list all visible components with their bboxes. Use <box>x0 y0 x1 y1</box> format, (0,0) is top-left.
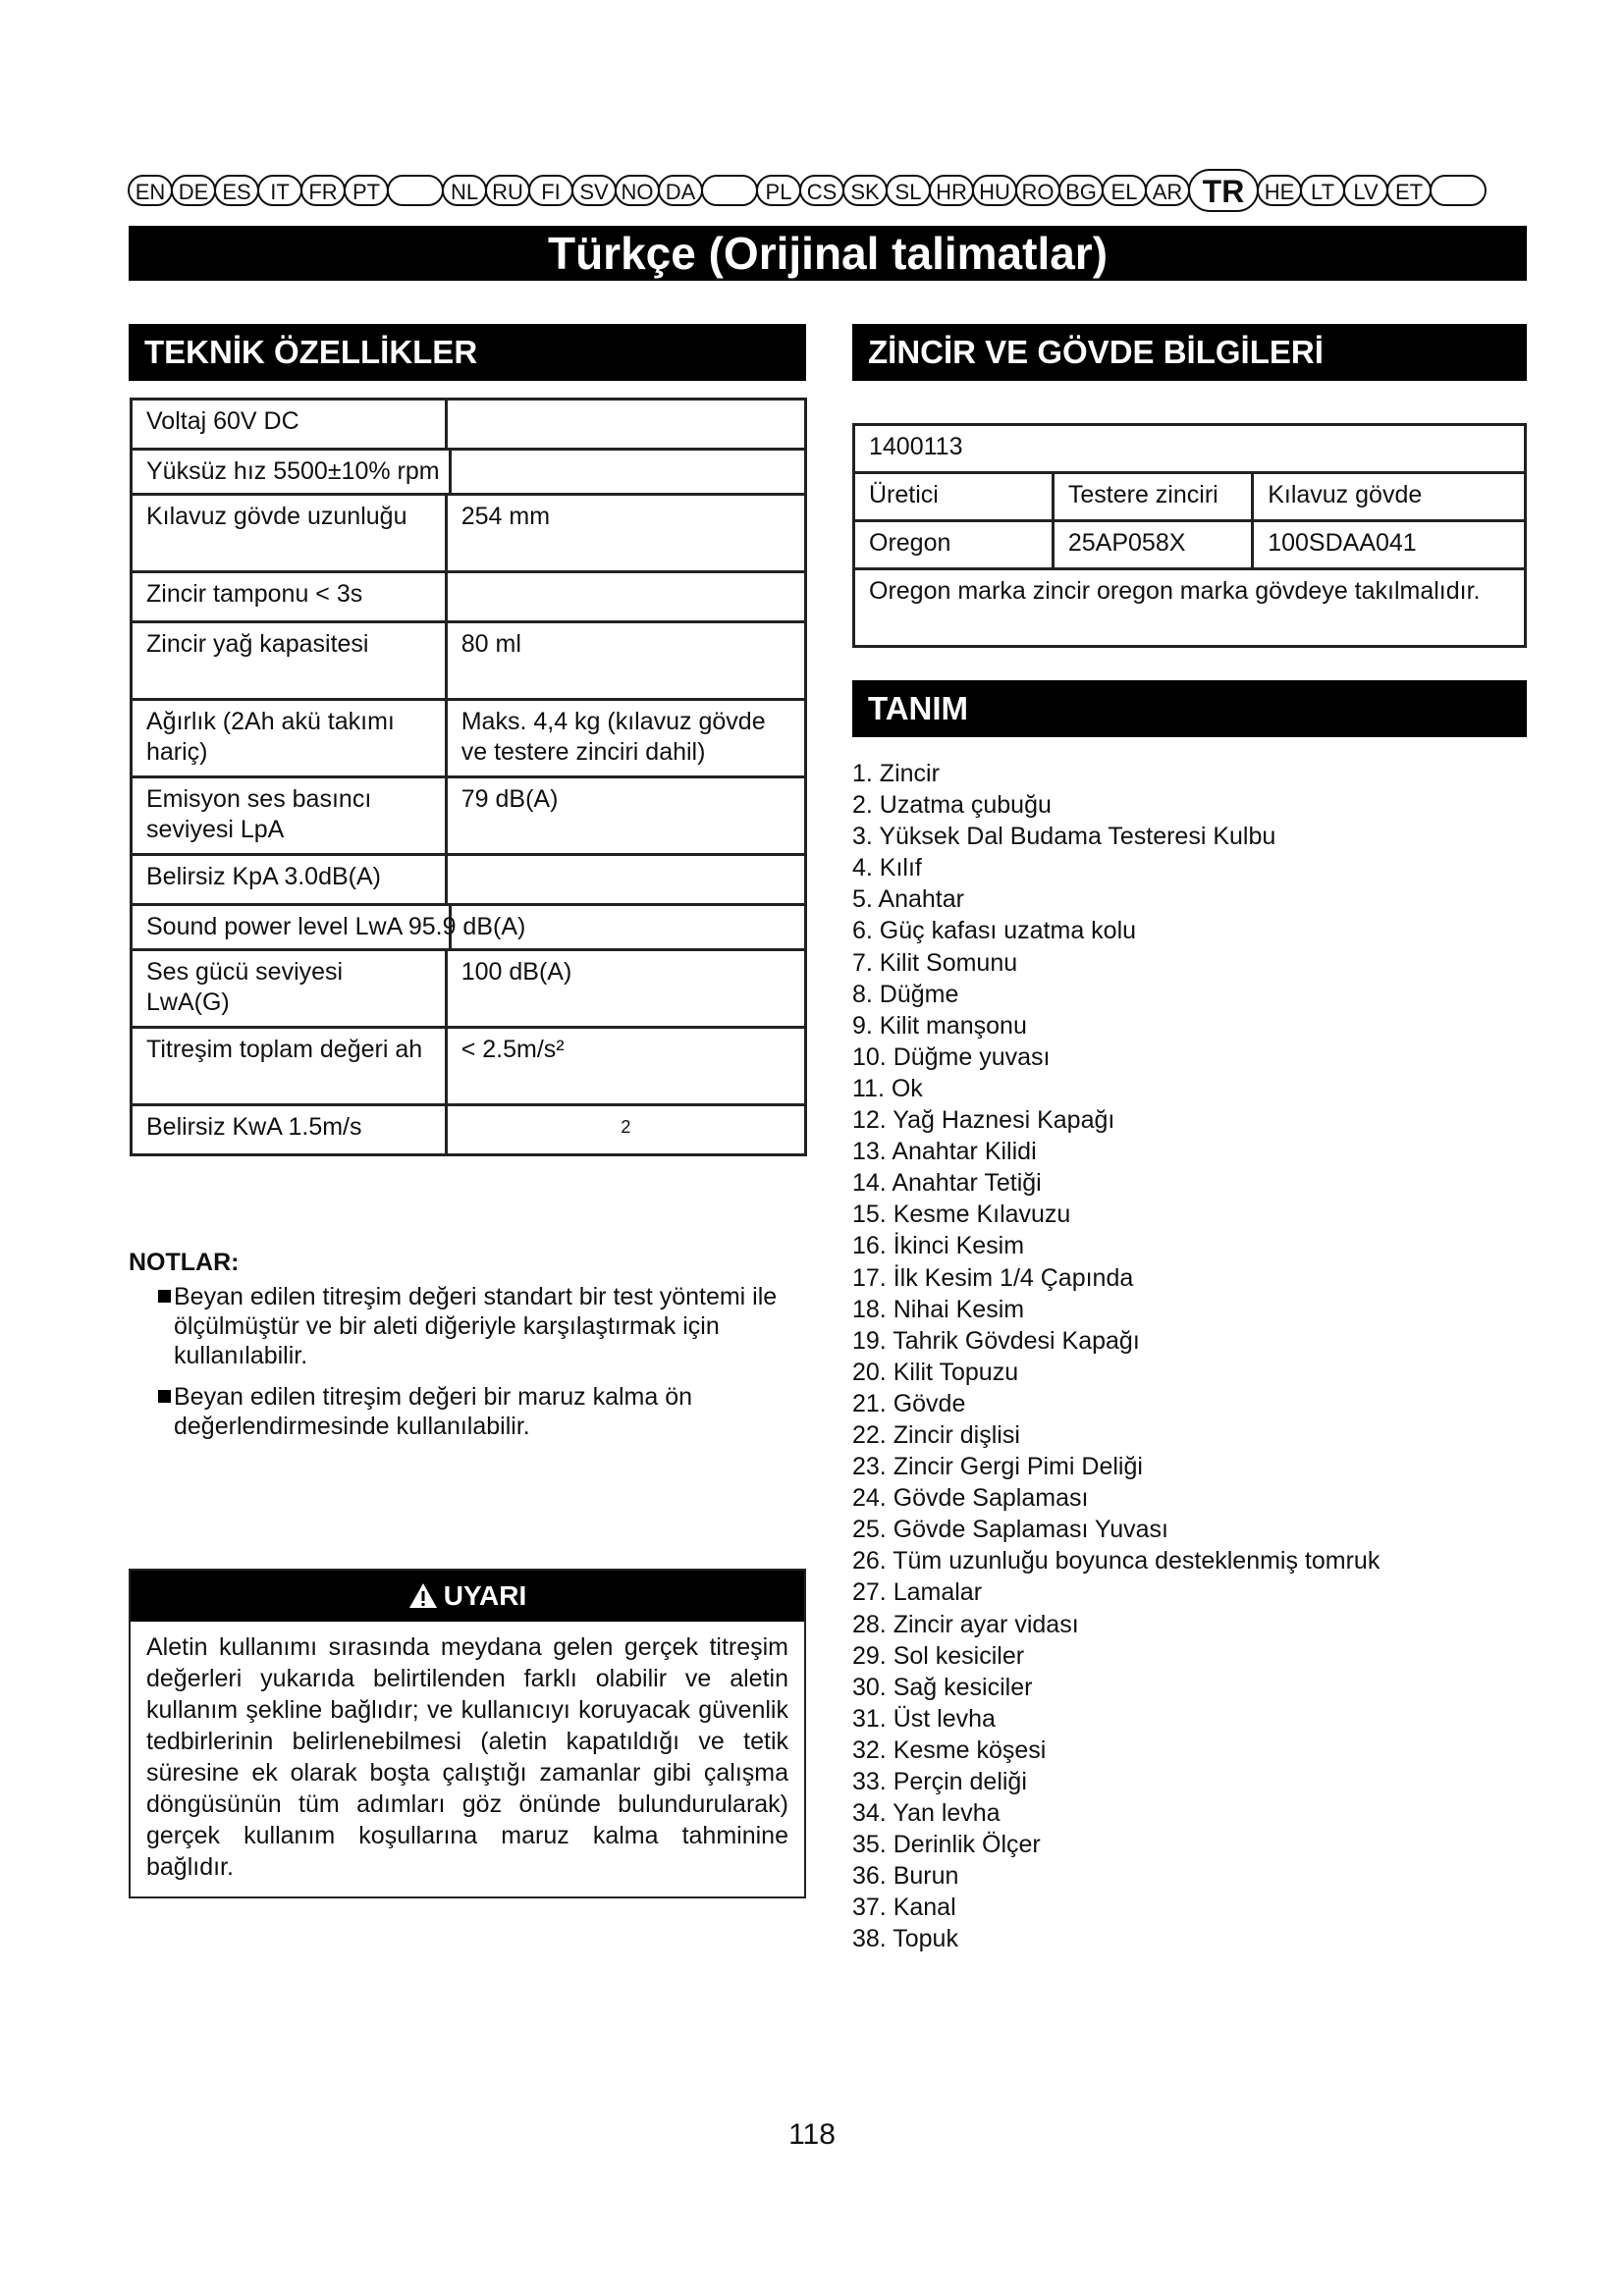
list-item: 2. Uzatma çubuğu <box>852 791 1052 820</box>
language-tab-he: HE <box>1257 175 1302 206</box>
language-tab-ro: RO <box>1015 175 1060 206</box>
note-text: Beyan edilen titreşim değeri bir maruz kalma ön değerlendirmesinde kullanılabilir. <box>174 1383 693 1440</box>
list-item: 5. Anahtar <box>852 885 964 914</box>
table-row <box>854 473 1526 521</box>
list-item: 18. Nihai Kesim <box>852 1295 1025 1323</box>
spec-label: Sound power level LwA 95.9 dB(A) <box>146 913 526 940</box>
language-tab-pt: PT <box>344 175 389 206</box>
spec-value <box>446 855 805 905</box>
list-item: 17. İlk Kesim 1/4 Çapında <box>852 1263 1134 1292</box>
language-tab-nl: NL <box>442 175 487 206</box>
list-item: 4. Kılıf <box>852 854 922 882</box>
table-row <box>132 855 806 905</box>
warning-box <box>129 1569 806 1898</box>
table-row <box>132 572 806 622</box>
language-tab-it: IT <box>257 175 302 206</box>
language-tab-en: EN <box>128 175 173 206</box>
list-item: 16. İkinci Kesim <box>852 1232 1025 1260</box>
chain-table <box>852 423 1527 648</box>
list-item: 20. Kilit Topuzu <box>852 1358 1019 1386</box>
chain-header-guide-bar: Kılavuz gövde <box>1253 473 1526 521</box>
list-item: 28. Zincir ayar vidası <box>852 1610 1079 1638</box>
bullet-square-icon <box>158 1290 171 1303</box>
chain-model: 1400113 <box>854 425 1526 473</box>
spec-label: Yüksüz hız 5500±10% rpm <box>146 457 440 485</box>
table-row <box>132 950 806 1028</box>
spec-value: 80 ml <box>446 622 805 700</box>
table-row <box>132 450 806 495</box>
spec-label: Zincir tamponu < 3s <box>132 572 447 622</box>
spec-value: 2 <box>446 1105 805 1155</box>
table-row <box>132 1105 806 1155</box>
page-number: 118 <box>788 2118 836 2151</box>
list-item: 35. Derinlik Ölçer <box>852 1831 1041 1859</box>
spec-label: Titreşim toplam değeri ah <box>132 1028 447 1105</box>
list-item: 14. Anahtar Tetiği <box>852 1169 1042 1198</box>
list-item: 1. Zincir <box>852 760 940 787</box>
language-tab-el: EL <box>1102 175 1147 206</box>
table-row <box>854 425 1526 473</box>
language-tab-cs: CS <box>799 175 844 206</box>
table-row <box>132 495 806 572</box>
language-tab-fr: FR <box>300 175 346 206</box>
chain-header-saw-chain: Testere zinciri <box>1053 473 1252 521</box>
list-item: 31. Üst levha <box>852 1704 996 1733</box>
table-row <box>854 569 1526 647</box>
list-item: 3. Yüksek Dal Budama Testeresi Kulbu <box>852 823 1276 851</box>
notes-heading: NOTLAR: <box>129 1249 240 1276</box>
list-item: 36. Burun <box>852 1862 959 1891</box>
list-item: 25. Gövde Saplaması Yuvası <box>852 1516 1168 1544</box>
language-tab-hr: HR <box>929 175 974 206</box>
list-item: 10. Düğme yuvası <box>852 1042 1051 1071</box>
spec-table <box>130 398 807 1156</box>
language-tab-et: ET <box>1386 175 1432 206</box>
spec-label: Emisyon ses basıncı seviyesi LpA <box>132 777 447 855</box>
table-row <box>854 521 1526 569</box>
notes-list <box>129 1282 816 1453</box>
warning-title: UYARI <box>443 1580 527 1611</box>
language-tab-lt: LT <box>1300 175 1345 206</box>
list-item: 15. Kesme Kılavuzu <box>852 1201 1071 1229</box>
list-item: 6. Güç kafası uzatma kolu <box>852 917 1137 945</box>
spec-value: Maks. 4,4 kg (kılavuz gövde ve testere zinciri dahil) <box>446 700 805 777</box>
chain-value-manufacturer: Oregon <box>854 521 1054 569</box>
language-tab-blank <box>1430 175 1487 206</box>
warning-header <box>131 1571 804 1622</box>
spec-label: Voltaj 60V DC <box>132 400 447 450</box>
chain-note: Oregon marka zincir oregon marka gövdeye takılmalıdır. <box>854 569 1526 647</box>
chain-heading: ZİNCİR VE GÖVDE BİLGİLERİ <box>852 324 1527 381</box>
language-tab-blank <box>701 175 758 206</box>
spec-value <box>446 400 805 450</box>
list-item: 26. Tüm uzunluğu boyunca desteklenmiş tomruk <box>852 1547 1380 1575</box>
language-tab-hu: HU <box>972 175 1017 206</box>
list-item: 23. Zincir Gergi Pimi Deliği <box>852 1453 1143 1481</box>
list-item: 38. Topuk <box>852 1925 958 1953</box>
list-item: 30. Sağ kesiciler <box>852 1673 1033 1701</box>
language-tab-no: NO <box>615 175 660 206</box>
chain-header-manufacturer: Üretici <box>854 473 1054 521</box>
language-tab-ar: AR <box>1145 175 1190 206</box>
list-item: 8. Düğme <box>852 980 959 1008</box>
table-row <box>132 622 806 700</box>
language-tab-sk: SK <box>842 175 888 206</box>
spec-label: Ağırlık (2Ah akü takımı hariç) <box>132 700 447 777</box>
list-item: 32. Kesme köşesi <box>852 1735 1047 1764</box>
list-item: 24. Gövde Saplaması <box>852 1484 1089 1513</box>
spec-label: Belirsiz KpA 3.0dB(A) <box>132 855 447 905</box>
spec-value: 254 mm <box>446 495 805 572</box>
spec-label: Kılavuz gövde uzunluğu <box>132 495 447 572</box>
list-item: 13. Anahtar Kilidi <box>852 1138 1037 1166</box>
list-item <box>129 1282 816 1370</box>
language-tab-de: DE <box>171 175 216 206</box>
list-item: 33. Perçin deliği <box>852 1768 1027 1795</box>
list-item: 11. Ok <box>852 1074 923 1102</box>
list-item: 34. Yan levha <box>852 1799 1001 1828</box>
spec-heading: TEKNİK ÖZELLİKLER <box>129 324 806 381</box>
list-item: 9. Kilit manşonu <box>852 1011 1027 1040</box>
table-row <box>132 777 806 855</box>
language-tab-es: ES <box>214 175 259 206</box>
table-row <box>132 905 806 950</box>
list-item: 29. Sol kesiciler <box>852 1641 1025 1670</box>
table-row <box>132 400 806 450</box>
spec-value: < 2.5m/s² <box>446 1028 805 1105</box>
list-item: 21. Gövde <box>852 1389 966 1417</box>
language-tab-fi: FI <box>528 175 573 206</box>
spec-value: 79 dB(A) <box>446 777 805 855</box>
list-item <box>129 1382 816 1441</box>
table-row <box>132 700 806 777</box>
list-item: 12. Yağ Haznesi Kapağı <box>852 1106 1115 1135</box>
language-tab-da: DA <box>658 175 703 206</box>
list-item: 19. Tahrik Gövdesi Kapağı <box>852 1326 1140 1355</box>
language-tab-sv: SV <box>571 175 617 206</box>
spec-label: Zincir yağ kapasitesi <box>132 622 447 700</box>
spec-label: Ses gücü seviyesi LwA(G) <box>132 950 447 1028</box>
list-item: 27. Lamalar <box>852 1578 983 1607</box>
language-tab-lv: LV <box>1343 175 1388 206</box>
list-item: 7. Kilit Somunu <box>852 948 1018 977</box>
warning-triangle-icon <box>408 1582 438 1609</box>
language-tab-blank <box>387 175 444 206</box>
list-item: 22. Zincir dişlisi <box>852 1420 1020 1449</box>
tanim-list <box>852 758 1380 1955</box>
language-tab-ru: RU <box>485 175 530 206</box>
tanim-heading: TANIM <box>852 680 1527 737</box>
list-item: 37. Kanal <box>852 1894 956 1922</box>
spec-label: Belirsiz KwA 1.5m/s <box>132 1105 447 1155</box>
spec-value: 100 dB(A) <box>446 950 805 1028</box>
warning-text: Aletin kullanımı sırasında meydana gelen gerçek titreşim değerleri yukarıda belirtilenden farklı olabilir ve aletin kullanım şekline bağlıdır; ve kullanıcıyı koruyacak güvenlik tedbirlerinin belirlenebilmesi (aletin kapatıldığı ve tetik süresine ek olarak boşta çalıştığı zamanlar gibi çalışma döngüsünün tüm adımları göz önünde bulundurularak) gerçek kullanım koşullarına maruz kalma tahminine bağlıdır. <box>146 1633 788 1881</box>
table-row <box>132 1028 806 1105</box>
language-bar <box>128 169 1522 214</box>
spec-value <box>446 572 805 622</box>
chain-value-guide-bar: 100SDAA041 <box>1253 521 1526 569</box>
chain-value-saw-chain: 25AP058X <box>1053 521 1252 569</box>
language-tab-pl: PL <box>756 175 801 206</box>
language-tab-sl: SL <box>886 175 931 206</box>
bullet-square-icon <box>158 1390 171 1403</box>
note-text: Beyan edilen titreşim değeri standart bir test yöntemi ile ölçülmüştür ve bir aleti diğeriyle karşılaştırmak için kullanılabilir. <box>174 1283 778 1369</box>
language-tab-tr: TR <box>1188 169 1259 212</box>
page-title: Türkçe (Orijinal talimatlar) <box>129 226 1527 281</box>
language-tab-bg: BG <box>1058 175 1104 206</box>
